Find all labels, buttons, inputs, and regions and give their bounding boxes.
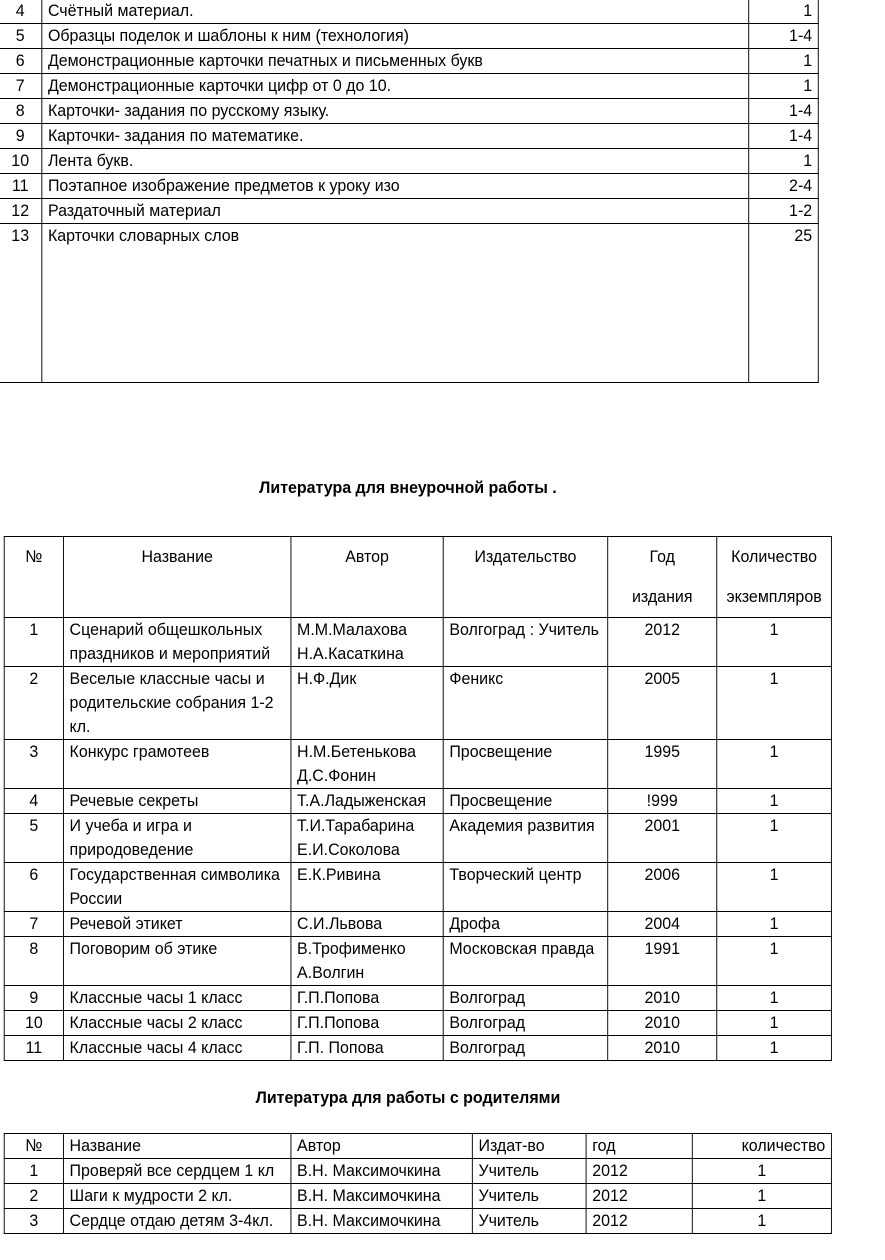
parents-literature-table: [4, 1133, 832, 1234]
book-publisher: Просвещение: [443, 789, 608, 814]
extracurricular-literature-table: [4, 536, 832, 1061]
item-quantity: 25: [749, 224, 819, 383]
table-row: [4, 1184, 831, 1209]
table-row: [4, 618, 831, 667]
header-publisher: Издательство: [443, 537, 608, 618]
header-year-line1: Год: [649, 547, 675, 566]
book-quantity: 1: [717, 789, 832, 814]
header-year-line2: издания: [631, 587, 693, 606]
book-publisher: Волгоград : Учитель: [443, 618, 608, 667]
table-row: [4, 740, 831, 789]
book-title: Сердце отдаю детям 3-4кл.: [63, 1209, 290, 1234]
row-number: 8: [0, 99, 42, 124]
header-num: №: [4, 1134, 63, 1159]
book-year: 2012: [586, 1159, 692, 1184]
row-number: 1: [4, 618, 63, 667]
header-qty-line2: экземпляров: [726, 587, 822, 606]
item-name: Карточки словарных слов: [42, 224, 749, 383]
book-author: Г.П. Попова: [291, 1036, 443, 1061]
book-author: Н.М.Бетенькова Д.С.Фонин: [291, 740, 443, 789]
book-quantity: 1: [692, 1184, 831, 1209]
book-author: В.Н. Максимочкина: [291, 1209, 472, 1234]
book-author: Г.П.Попова: [291, 986, 443, 1011]
book-publisher: Волгоград: [443, 1036, 608, 1061]
table-row: [4, 667, 831, 740]
row-number: 9: [0, 124, 42, 149]
row-number: 13: [0, 224, 42, 383]
item-quantity: 2-4: [749, 174, 819, 199]
book-year: 2012: [586, 1209, 692, 1234]
book-year: 2012: [608, 618, 717, 667]
header-qty: количество: [692, 1134, 831, 1159]
book-quantity: 1: [717, 667, 832, 740]
book-publisher: Учитель: [472, 1159, 586, 1184]
table-row: [0, 199, 818, 224]
item-name: Демонстрационные карточки печатных и письменных букв: [42, 49, 749, 74]
item-quantity: 1: [749, 74, 819, 99]
book-quantity: 1: [717, 740, 832, 789]
book-year: 1995: [608, 740, 717, 789]
book-publisher: Академия развития: [443, 814, 608, 863]
book-year: 2004: [608, 912, 717, 937]
book-title: Проверяй все сердцем 1 кл: [63, 1159, 290, 1184]
row-number: 6: [0, 49, 42, 74]
item-name: Образцы поделок и шаблоны к ним (технология): [42, 24, 749, 49]
book-author: С.И.Львова: [291, 912, 443, 937]
book-author: М.М.Малахова Н.А.Касаткина: [291, 618, 443, 667]
item-quantity: 1-4: [749, 99, 819, 124]
table-header-row: [4, 537, 831, 618]
book-year: !999: [608, 789, 717, 814]
item-quantity: 1: [749, 49, 819, 74]
row-number: 11: [0, 174, 42, 199]
table-row: [0, 99, 818, 124]
book-author: Е.К.Ривина: [291, 863, 443, 912]
table-row: [4, 1011, 831, 1036]
item-name: Поэтапное изображение предметов к уроку изо: [42, 174, 749, 199]
book-title: Поговорим об этике: [63, 937, 290, 986]
book-author: В.Н. Максимочкина: [291, 1184, 472, 1209]
book-title: И учеба и игра и природоведение: [63, 814, 290, 863]
book-quantity: 1: [717, 986, 832, 1011]
section-title-extracurricular: Литература для внеурочной работы .: [259, 478, 557, 497]
header-qty-line1: Количество: [731, 547, 817, 566]
row-number: 4: [0, 0, 42, 24]
book-publisher: Феникс: [443, 667, 608, 740]
table-row: [4, 937, 831, 986]
table-row: [0, 174, 818, 199]
row-number: 11: [4, 1036, 63, 1061]
book-title: Сценарий общешкольных праздников и мероприятий: [63, 618, 290, 667]
book-title: Речевые секреты: [63, 789, 290, 814]
table-row: [4, 912, 831, 937]
book-quantity: 1: [717, 814, 832, 863]
table-row: [4, 1209, 831, 1234]
book-quantity: 1: [717, 618, 832, 667]
book-title: Государственная символика России: [63, 863, 290, 912]
row-number: 5: [4, 814, 63, 863]
book-quantity: 1: [717, 1036, 832, 1061]
item-quantity: 1-4: [749, 124, 819, 149]
book-title: Конкурс грамотеев: [63, 740, 290, 789]
book-quantity: 1: [692, 1159, 831, 1184]
table-row: [4, 789, 831, 814]
book-title: Веселые классные часы и родительские собрания 1-2 кл.: [63, 667, 290, 740]
row-number: 8: [4, 937, 63, 986]
book-title: Классные часы 2 класс: [63, 1011, 290, 1036]
table-row: [4, 814, 831, 863]
table-row: [0, 124, 818, 149]
item-quantity: 1: [749, 149, 819, 174]
table-row: [0, 224, 818, 383]
book-publisher: Волгоград: [443, 1011, 608, 1036]
table-row: [4, 1159, 831, 1184]
row-number: 3: [4, 740, 63, 789]
item-name: Карточки- задания по математике.: [42, 124, 749, 149]
header-name: Название: [63, 537, 290, 618]
book-year: 2005: [608, 667, 717, 740]
book-title: Классные часы 4 класс: [63, 1036, 290, 1061]
book-author: Т.А.Ладыженская: [291, 789, 443, 814]
row-number: 2: [4, 667, 63, 740]
table-row: [4, 863, 831, 912]
book-title: Шаги к мудрости 2 кл.: [63, 1184, 290, 1209]
row-number: 10: [0, 149, 42, 174]
book-publisher: Волгоград: [443, 986, 608, 1011]
book-quantity: 1: [692, 1209, 831, 1234]
book-publisher: Московская правда: [443, 937, 608, 986]
item-name: Карточки- задания по русскому языку.: [42, 99, 749, 124]
header-author: Автор: [291, 1134, 472, 1159]
book-quantity: 1: [717, 1011, 832, 1036]
row-number: 9: [4, 986, 63, 1011]
header-author: Автор: [291, 537, 443, 618]
book-year: 2001: [608, 814, 717, 863]
section-title-parents: Литература для работы с родителями: [255, 1088, 561, 1107]
book-year: 2010: [608, 986, 717, 1011]
table-row: [4, 986, 831, 1011]
header-year: год: [586, 1134, 692, 1159]
book-publisher: Просвещение: [443, 740, 608, 789]
table-row: [0, 0, 818, 24]
book-author: В.Н. Максимочкина: [291, 1159, 472, 1184]
book-quantity: 1: [717, 937, 832, 986]
item-name: Раздаточный материал: [42, 199, 749, 224]
book-year: 1991: [608, 937, 717, 986]
book-publisher: Учитель: [472, 1184, 586, 1209]
book-author: Н.Ф.Дик: [291, 667, 443, 740]
book-title: Речевой этикет: [63, 912, 290, 937]
book-title: Классные часы 1 класс: [63, 986, 290, 1011]
book-year: 2012: [586, 1184, 692, 1209]
book-publisher: Творческий центр: [443, 863, 608, 912]
row-number: 12: [0, 199, 42, 224]
row-number: 6: [4, 863, 63, 912]
item-name: Лента букв.: [42, 149, 749, 174]
table-row: [4, 1036, 831, 1061]
row-number: 4: [4, 789, 63, 814]
book-author: Г.П.Попова: [291, 1011, 443, 1036]
row-number: 1: [4, 1159, 63, 1184]
table-header-row: [4, 1134, 831, 1159]
book-year: 2010: [608, 1011, 717, 1036]
header-publisher: Издат-во: [472, 1134, 586, 1159]
header-name: Название: [63, 1134, 290, 1159]
book-publisher: Учитель: [472, 1209, 586, 1234]
materials-table: [0, 0, 819, 383]
book-author: В.Трофименко А.Волгин: [291, 937, 443, 986]
row-number: 7: [4, 912, 63, 937]
row-number: 5: [0, 24, 42, 49]
item-name: Демонстрационные карточки цифр от 0 до 10.: [42, 74, 749, 99]
row-number: 10: [4, 1011, 63, 1036]
book-quantity: 1: [717, 863, 832, 912]
item-name: Счётный материал.: [42, 0, 749, 24]
table-row: [0, 49, 818, 74]
book-year: 2010: [608, 1036, 717, 1061]
row-number: 3: [4, 1209, 63, 1234]
book-year: 2006: [608, 863, 717, 912]
book-author: Т.И.Тарабарина Е.И.Соколова: [291, 814, 443, 863]
table-row: [0, 74, 818, 99]
row-number: 2: [4, 1184, 63, 1209]
table-row: [0, 24, 818, 49]
book-publisher: Дрофа: [443, 912, 608, 937]
item-quantity: 1-4: [749, 24, 819, 49]
header-year: [608, 537, 717, 618]
row-number: 7: [0, 74, 42, 99]
book-quantity: 1: [717, 912, 832, 937]
header-num: №: [4, 537, 63, 618]
item-quantity: 1-2: [749, 199, 819, 224]
header-qty: [717, 537, 832, 618]
item-quantity: 1: [749, 0, 819, 24]
table-row: [0, 149, 818, 174]
